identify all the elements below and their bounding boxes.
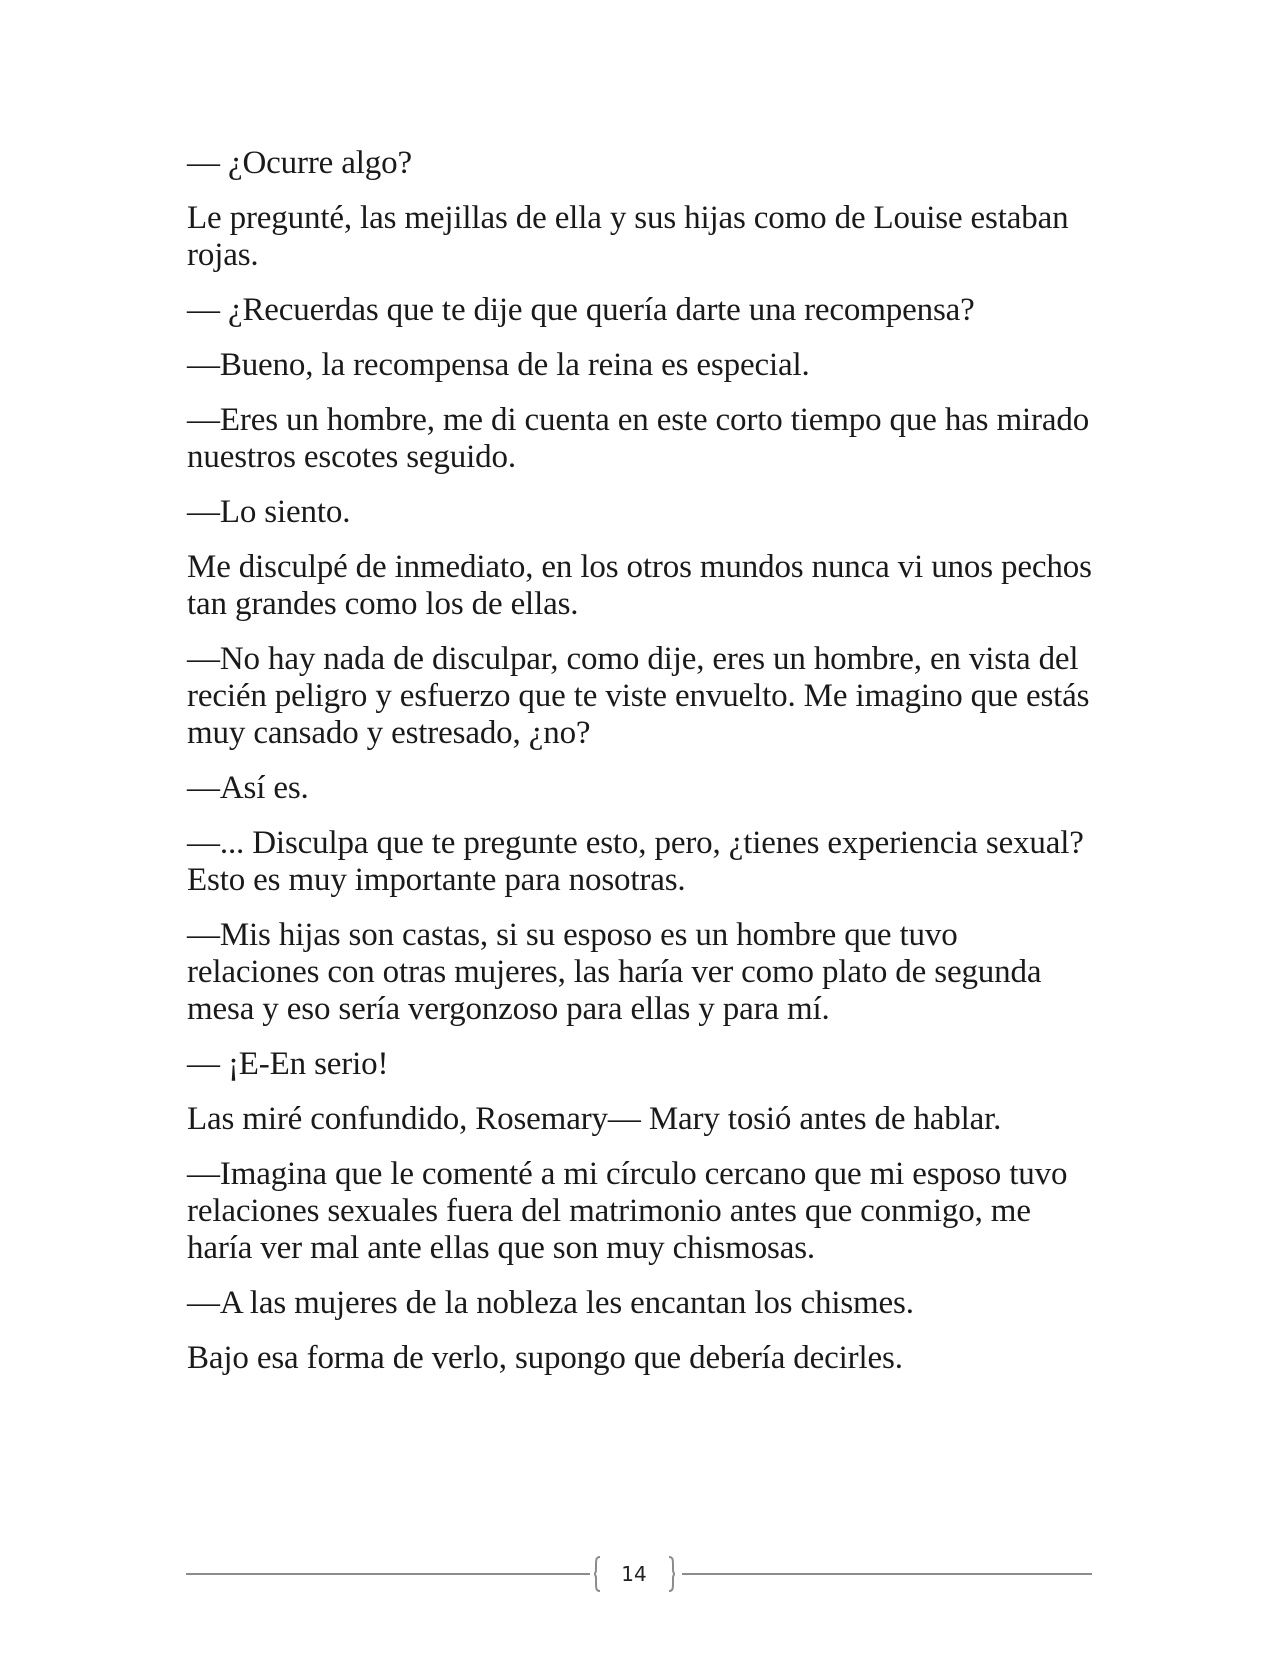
- paragraph: —No hay nada de disculpar, como dije, eres un hombre, en vista del recién peligro y esfuerzo que te viste envuelto. Me imagino que estás muy cansado y estresado, ¿no?: [187, 641, 1090, 751]
- footer-rule-right: [682, 1573, 1092, 1575]
- paragraph: — ¿Ocurre algo?: [187, 145, 412, 181]
- paragraph: Las miré confundido, Rosemary— Mary tosió antes de hablar.: [187, 1101, 1002, 1137]
- paragraph: —Lo siento.: [187, 494, 351, 530]
- paragraph: Me disculpé de inmediato, en los otros mundos nunca vi unos pechos tan grandes como los de ellas.: [187, 549, 1092, 622]
- page-body: [187, 145, 1092, 1395]
- paragraph: —Mis hijas son castas, si su esposo es un hombre que tuvo relaciones con otras mujeres, las haría ver como plato de segunda mesa y eso sería vergonzoso para ellas y para mí.: [187, 917, 1042, 1027]
- footer-rule-left: [186, 1573, 590, 1575]
- paragraph: Bajo esa forma de verlo, supongo que debería decirles.: [187, 1340, 903, 1376]
- paragraph: —Bueno, la recompensa de la reina es especial.: [187, 347, 810, 383]
- right-brace-icon: [668, 1556, 676, 1592]
- paragraph: — ¡E-En serio!: [187, 1046, 389, 1082]
- paragraph: —... Disculpa que te pregunte esto, pero, ¿tienes experiencia sexual? Esto es muy importante para nosotras.: [187, 825, 1084, 898]
- paragraph: —A las mujeres de la nobleza les encantan los chismes.: [187, 1285, 914, 1321]
- page-number: 14: [621, 1562, 647, 1586]
- left-brace-icon: [593, 1556, 601, 1592]
- paragraph: —Imagina que le comenté a mi círculo cercano que mi esposo tuvo relaciones sexuales fuera del matrimonio antes que conmigo, me haría ver mal ante ellas que son muy chismosas.: [187, 1156, 1068, 1266]
- paragraph: —Así es.: [187, 770, 309, 806]
- paragraph: —Eres un hombre, me di cuenta en este corto tiempo que has mirado nuestros escotes seguido.: [187, 402, 1090, 475]
- page-footer: [186, 1548, 1092, 1598]
- paragraph: — ¿Recuerdas que te dije que quería darte una recompensa?: [187, 292, 975, 328]
- paragraph: Le pregunté, las mejillas de ella y sus hijas como de Louise estaban rojas.: [187, 200, 1069, 273]
